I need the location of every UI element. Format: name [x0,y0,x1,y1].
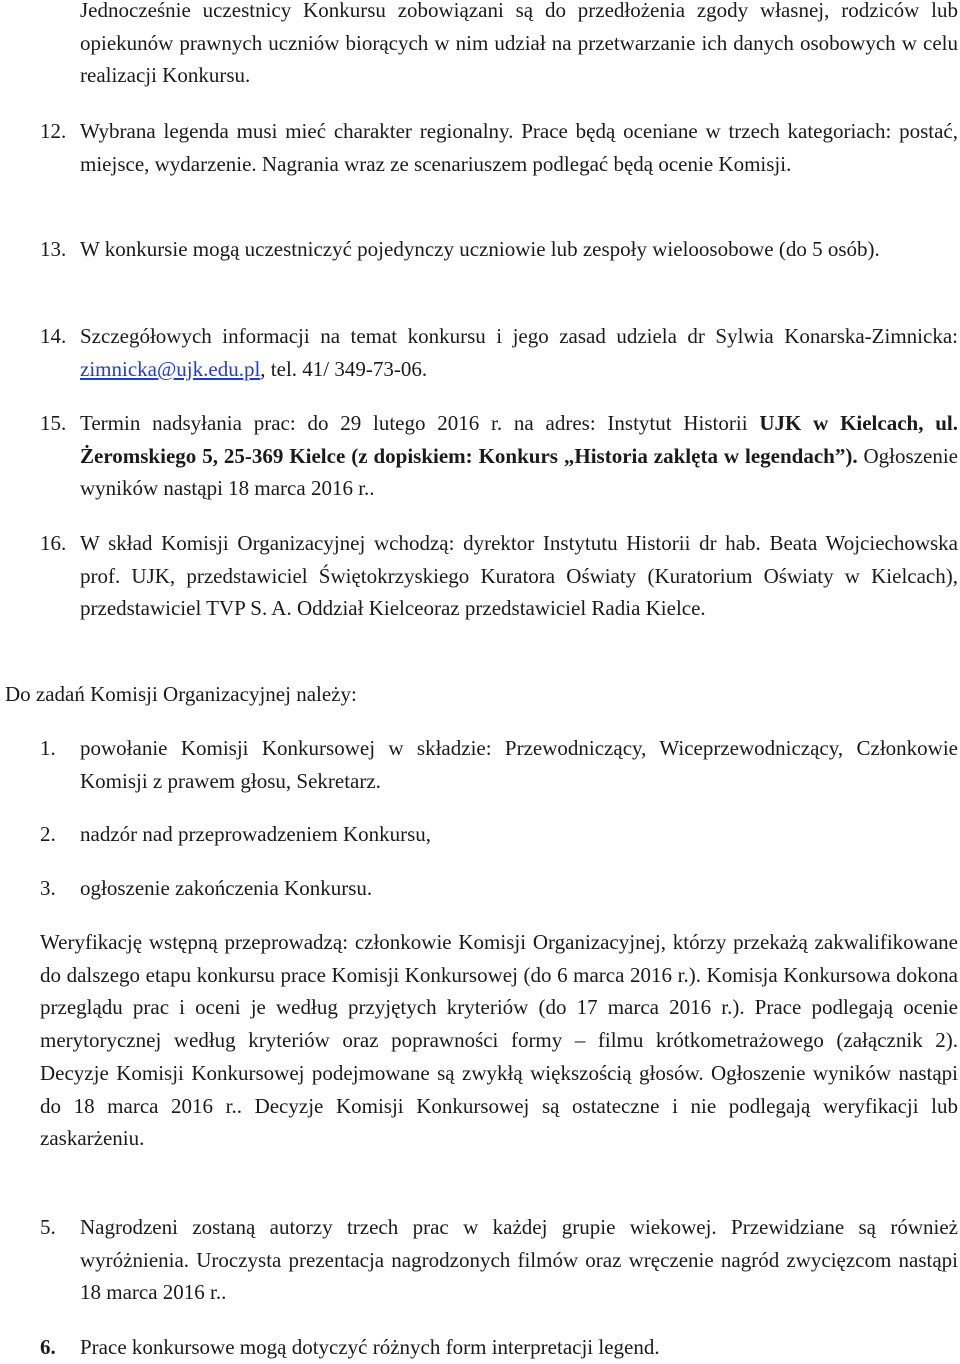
award-number: 6. [40,1335,56,1359]
rule-text-after-email: , tel. 41/ 349-73-06. [260,356,428,381]
verification-paragraph: Weryfikację wstępną przeprowadzą: członkowie Komisji Organizacyjnej, którzy przekażą zakwalifikowane do dalszego etapu konkursu prace Komisji Konkursowej (do 6 marca 2016 r.). Komisja Konkursowa dokona przeglądu prac i oceni je według przyjętych kryteriów (do 17 marca 2016 r.). Prace podlegają ocenie merytorycznej według kryteriów oraz poprawności formy – filmu krótkometrażowego (załącznik 2). Decyzje Komisji Konkursowej podejmowane są zwykłą większością głosów. Ogłoszenie wyników nastąpi do 18 marca 2016 r.. Decyzje Komisji Konkursowej są ostateczne i nie podlegają weryfikacji lub zaskarżeniu. [40,930,958,1151]
rule-text [80,407,958,505]
rule-number: 13. [40,237,67,261]
rule-number: 12. [40,119,67,143]
submission-address: UJK w Kielcach, ul. Żeromskiego 5, 25-369 Kielce (z dopiskiem: Konkurs „Historia zaklęta w legendach”). [80,411,959,468]
tasks-heading: Do zadań Komisji Organizacyjnej należy: [5,682,357,706]
deadline-text: Termin nadsyłania prac: do 29 lutego 2016 r. na adres: Instytut Historii [80,411,760,435]
contact-email-link[interactable]: zimnicka@ujk.edu.pl [80,356,261,381]
results-date-text: Ogłoszenie wyników nastąpi 18 marca 2016 r.. [80,443,958,501]
rule-text: W konkursie mogą uczestniczyć pojedynczy uczniowie lub zespoły wieloosobowe (do 5 osób). [80,237,880,261]
intro-consent-paragraph: Jednocześnie uczestnicy Konkursu zobowiązani są do przedłożenia zgody własnej, rodziców lub opiekunów prawnych uczniów biorących w nim udział na przetwarzanie ich danych osobowych w celu realizacji Konkursu. [80,0,958,88]
task-number: 3. [40,876,56,900]
task-number: 2. [40,822,56,846]
award-text: Nagrodzeni zostaną autorzy trzech prac w każdej grupie wiekowej. Przewidziane są również wyróżnienia. Uroczysta prezentacja nagrodzonych filmów oraz wręczenie nagród zwycięzcom nastąpi 18 marca 2016 r.. [80,1215,958,1305]
task-text: nadzór nad przeprowadzeniem Konkursu, [80,822,432,846]
rule-text [80,320,958,385]
rule-text: W skład Komisji Organizacyjnej wchodzą: dyrektor Instytutu Historii dr hab. Beata Wojciechowska prof. UJK, przedstawiciel Świętokrzyskiego Kuratora Oświaty (Kuratorium Oświaty w Kielcach), przedstawiciel TVP S. A. Oddział Kielceoraz przedstawiciel Radia Kielce. [80,531,958,621]
task-number: 1. [40,736,56,760]
award-number: 5. [40,1215,56,1239]
award-text: Prace konkursowe mogą dotyczyć różnych form interpretacji legend. [80,1335,660,1359]
rule-number: 14. [40,324,67,348]
rule-text-before-email: Szczegółowych informacji na temat konkursu i jego zasad udziela dr Sylwia Konarska-Zimnicka: [80,324,958,348]
task-text: powołanie Komisji Konkursowej w składzie: Przewodniczący, Wiceprzewodniczący, Członkowie Komisji z prawem głosu, Sekretarz. [80,736,958,793]
rule-text: Wybrana legenda musi mieć charakter regionalny. Prace będą oceniane w trzech kategoriach: postać, miejsce, wydarzenie. Nagrania wraz ze scenariuszem podlegać będą ocenie Komisji. [80,119,958,176]
task-text: ogłoszenie zakończenia Konkursu. [80,876,373,900]
rule-number: 16. [40,531,67,555]
rule-number: 15. [40,411,67,435]
